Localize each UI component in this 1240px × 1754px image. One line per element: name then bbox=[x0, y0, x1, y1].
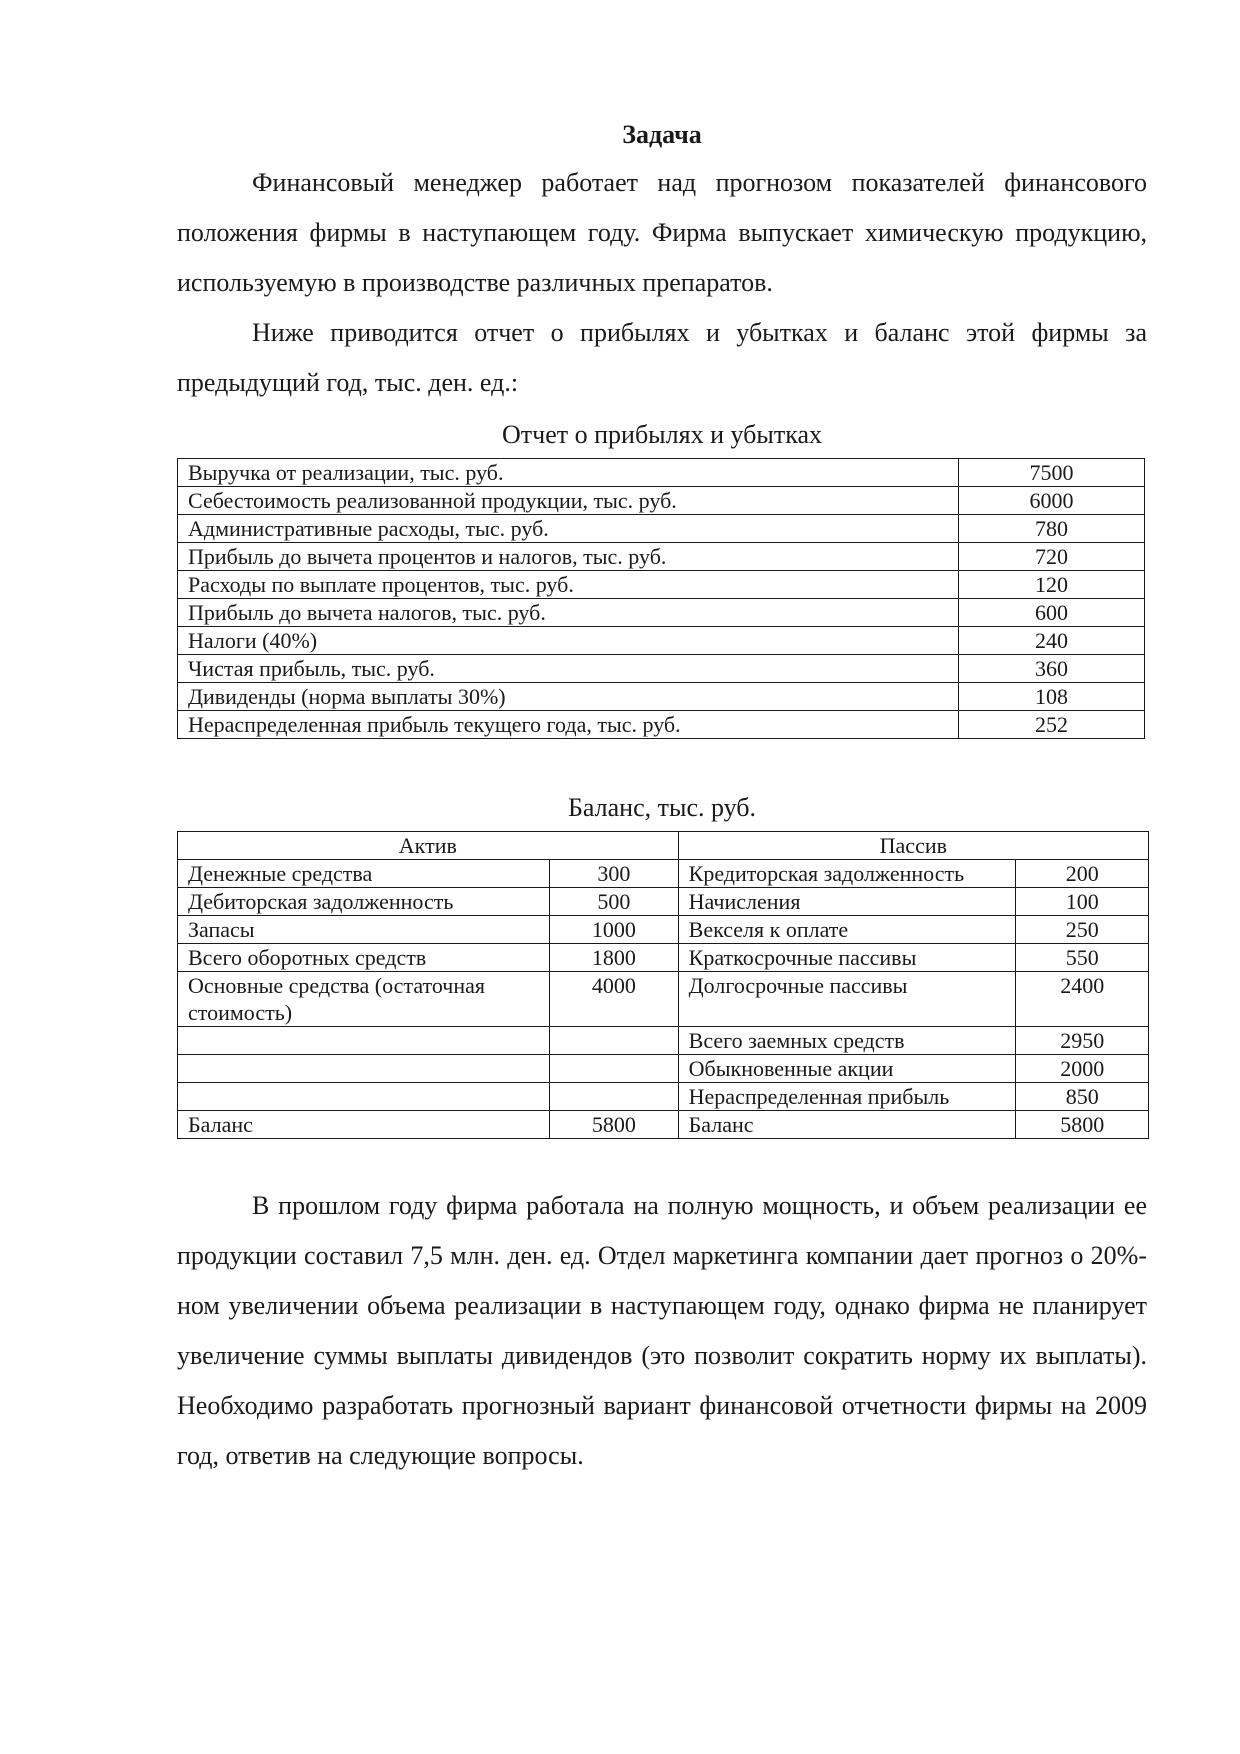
income-row-label: Выручка от реализации, тыс. руб. bbox=[178, 459, 959, 487]
liability-label: Обыкновенные акции bbox=[678, 1055, 1016, 1083]
income-row-value: 108 bbox=[959, 683, 1145, 711]
liabilities-header: Пассив bbox=[678, 832, 1148, 860]
liability-label: Баланс bbox=[678, 1111, 1016, 1139]
income-row-value: 7500 bbox=[959, 459, 1145, 487]
asset-value: 4000 bbox=[550, 972, 678, 1027]
income-row bbox=[178, 543, 1145, 571]
balance-row bbox=[178, 888, 1149, 916]
income-row-label: Административные расходы, тыс. руб. bbox=[178, 515, 959, 543]
income-row-label: Прибыль до вычета налогов, тыс. руб. bbox=[178, 599, 959, 627]
income-row-value: 120 bbox=[959, 571, 1145, 599]
asset-label bbox=[178, 1055, 550, 1083]
income-row-label: Расходы по выплате процентов, тыс. руб. bbox=[178, 571, 959, 599]
income-row-label: Налоги (40%) bbox=[178, 627, 959, 655]
income-row-label: Себестоимость реализованной продукции, тыс. руб. bbox=[178, 487, 959, 515]
liability-value: 850 bbox=[1016, 1083, 1149, 1111]
income-row bbox=[178, 683, 1145, 711]
asset-value bbox=[550, 1027, 678, 1055]
income-statement-table bbox=[177, 458, 1145, 739]
balance-row bbox=[178, 916, 1149, 944]
income-row-label: Нераспределенная прибыль текущего года, тыс. руб. bbox=[178, 711, 959, 739]
liability-value: 250 bbox=[1016, 916, 1149, 944]
income-row-value: 252 bbox=[959, 711, 1145, 739]
liability-label: Нераспределенная прибыль bbox=[678, 1083, 1016, 1111]
liability-label: Кредиторская задолженность bbox=[678, 860, 1016, 888]
income-row-value: 360 bbox=[959, 655, 1145, 683]
income-row-label: Дивиденды (норма выплаты 30%) bbox=[178, 683, 959, 711]
asset-label: Всего оборотных средств bbox=[178, 944, 550, 972]
asset-value: 5800 bbox=[550, 1111, 678, 1139]
liability-value: 2400 bbox=[1016, 972, 1149, 1027]
balance-row bbox=[178, 1111, 1149, 1139]
income-row bbox=[178, 655, 1145, 683]
income-row bbox=[178, 711, 1145, 739]
balance-sheet-caption: Баланс, тыс. руб. bbox=[567, 793, 757, 822]
liability-value: 100 bbox=[1016, 888, 1149, 916]
asset-value bbox=[550, 1055, 678, 1083]
income-row-value: 780 bbox=[959, 515, 1145, 543]
liability-value: 200 bbox=[1016, 860, 1149, 888]
balance-row bbox=[178, 1055, 1149, 1083]
document-content bbox=[177, 118, 1147, 1481]
asset-label: Дебиторская задолженность bbox=[178, 888, 550, 916]
balance-header-row bbox=[178, 832, 1149, 860]
asset-label: Баланс bbox=[178, 1111, 550, 1139]
liability-label: Векселя к оплате bbox=[678, 916, 1016, 944]
lead-paragraph: Ниже приводится отчет о прибылях и убытках и баланс этой фирмы за предыдущий год, тыс. ден. ед.: bbox=[177, 318, 1147, 397]
income-row-value: 720 bbox=[959, 543, 1145, 571]
assets-header: Актив bbox=[178, 832, 679, 860]
balance-sheet-table bbox=[177, 831, 1149, 1139]
balance-row bbox=[178, 1027, 1149, 1055]
balance-row bbox=[178, 1083, 1149, 1111]
balance-row bbox=[178, 972, 1149, 1027]
document-title: Задача bbox=[622, 120, 702, 149]
asset-value bbox=[550, 1083, 678, 1111]
liability-label: Долгосрочные пассивы bbox=[678, 972, 1016, 1027]
income-statement-caption: Отчет о прибылях и убытках bbox=[502, 420, 822, 449]
income-row bbox=[178, 571, 1145, 599]
income-row-label: Прибыль до вычета процентов и налогов, тыс. руб. bbox=[178, 543, 959, 571]
asset-value: 500 bbox=[550, 888, 678, 916]
income-row-value: 600 bbox=[959, 599, 1145, 627]
liability-value: 2950 bbox=[1016, 1027, 1149, 1055]
income-row bbox=[178, 515, 1145, 543]
asset-label bbox=[178, 1083, 550, 1111]
balance-row bbox=[178, 944, 1149, 972]
liability-label: Всего заемных средств bbox=[678, 1027, 1016, 1055]
income-row-value: 240 bbox=[959, 627, 1145, 655]
liability-value: 5800 bbox=[1016, 1111, 1149, 1139]
intro-paragraph: Финансовый менеджер работает над прогнозом показателей финансового положения фирмы в наступающем году. Фирма выпускает химическую продукцию, используемую в производстве различных препаратов. bbox=[177, 168, 1147, 297]
asset-value: 1000 bbox=[550, 916, 678, 944]
asset-label bbox=[178, 1027, 550, 1055]
income-row-label: Чистая прибыль, тыс. руб. bbox=[178, 655, 959, 683]
income-row bbox=[178, 627, 1145, 655]
asset-value: 1800 bbox=[550, 944, 678, 972]
liability-value: 550 bbox=[1016, 944, 1149, 972]
liability-label: Краткосрочные пассивы bbox=[678, 944, 1016, 972]
liability-value: 2000 bbox=[1016, 1055, 1149, 1083]
asset-value: 300 bbox=[550, 860, 678, 888]
income-row bbox=[178, 487, 1145, 515]
final-paragraph: В прошлом году фирма работала на полную мощность, и объем реализации ее продукции составил 7,5 млн. ден. ед. Отдел маркетинга компании дает прогноз о 20%-ном увеличении объема реализации в наступающем году, однако фирма не планирует увеличение суммы выплаты дивидендов (это позволит сократить норму их выплаты). Необходимо разработать прогнозный вариант финансовой отчетности фирмы на 2009 год, ответив на следующие вопросы. bbox=[177, 1191, 1147, 1470]
asset-label: Запасы bbox=[178, 916, 550, 944]
asset-label: Денежные средства bbox=[178, 860, 550, 888]
income-row bbox=[178, 459, 1145, 487]
asset-label: Основные средства (остаточная стоимость) bbox=[178, 972, 550, 1027]
balance-row bbox=[178, 860, 1149, 888]
liability-label: Начисления bbox=[678, 888, 1016, 916]
income-row bbox=[178, 599, 1145, 627]
income-row-value: 6000 bbox=[959, 487, 1145, 515]
